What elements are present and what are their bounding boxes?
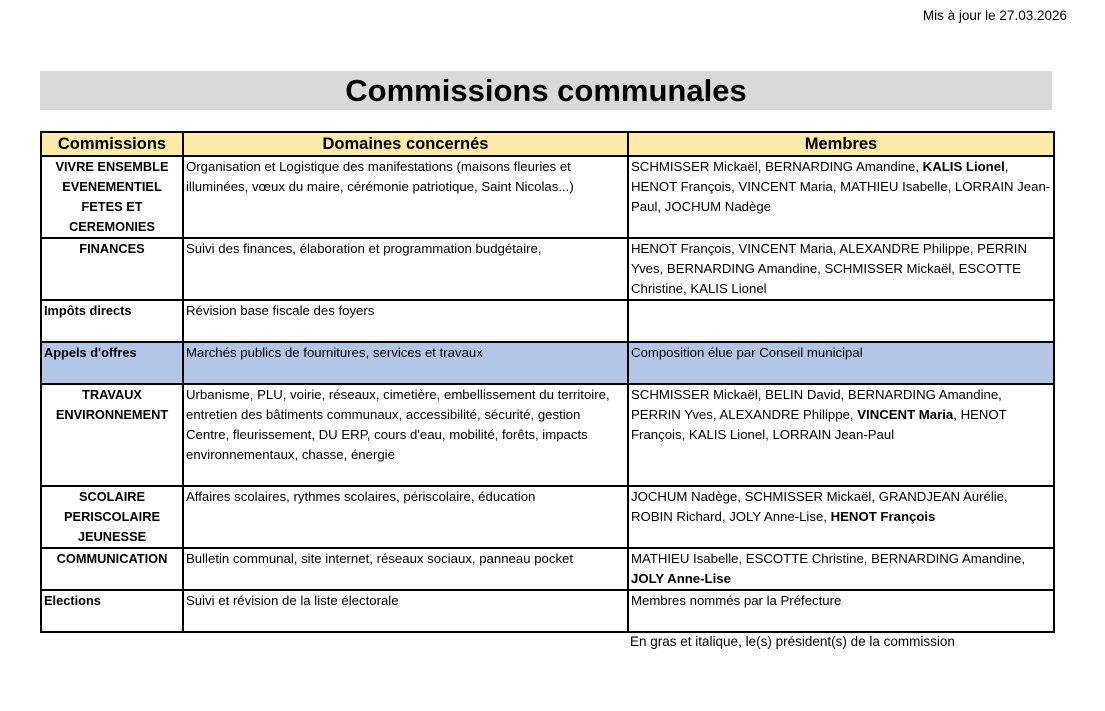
commission-name — [41, 384, 183, 486]
table-row — [41, 342, 1054, 384]
membres-cell — [628, 548, 1054, 590]
president-name: HENOT François — [830, 509, 936, 524]
membres-cell — [628, 300, 1054, 342]
domaines-cell: Organisation et Logistique des manifestations (maisons fleuries et illuminées, vœux du maire, cérémonie patriotique, Saint Nicolas...) — [183, 156, 628, 238]
domaines-cell: Urbanisme, PLU, voirie, réseaux, cimetière, embellissement du territoire, entretien des bâtiments communaux, accessibilité, sécurité, gestion Centre, fleurissement, DU ERP, cours d'eau, mobilité, forêts, impacts environnementaux, chasse, énergie — [183, 384, 628, 486]
domaines-cell: Affaires scolaires, rythmes scolaires, périscolaire, éducation — [183, 486, 628, 548]
membres-text: HENOT François, VINCENT Maria, ALEXANDRE Philippe, PERRIN Yves, BERNARDING Amandine, SCHMISSER Mickaël, ESCOTTE Christine, KALIS Lionel — [631, 241, 1027, 296]
domaines-cell: Suivi des finances, élaboration et programmation budgétaire, — [183, 238, 628, 300]
commission-name — [41, 486, 183, 548]
commission-name-line: VIVRE ENSEMBLE — [55, 159, 169, 174]
commission-name — [41, 548, 183, 590]
table-row — [41, 300, 1054, 342]
membres-cell — [628, 590, 1054, 632]
commission-name-line: PERISCOLAIRE — [64, 509, 160, 524]
commission-name-line: FINANCES — [79, 241, 145, 256]
table-row — [41, 590, 1054, 632]
table-row — [41, 548, 1054, 590]
president-name: JOLY Anne-Lise — [631, 571, 731, 586]
membres-cell — [628, 342, 1054, 384]
commission-name — [41, 590, 183, 632]
domaines-cell: Suivi et révision de la liste électorale — [183, 590, 628, 632]
commission-name-line: CEREMONIES — [68, 219, 156, 234]
commission-name-line: COMMUNICATION — [56, 551, 168, 566]
commission-name-line: FETES ET — [81, 199, 143, 214]
membres-cell — [628, 238, 1054, 300]
page-title: Commissions communales — [345, 72, 747, 108]
commissions-table — [40, 131, 1055, 633]
membres-text: MATHIEU Isabelle, ESCOTTE Christine, BERNARDING Amandine, — [631, 551, 1026, 566]
commission-name — [41, 238, 183, 300]
membres-text: SCHMISSER Mickaël, BERNARDING Amandine, — [631, 159, 923, 174]
commission-name-line: JEUNESSE — [77, 529, 147, 544]
table-row — [41, 238, 1054, 300]
president-name: VINCENT Maria — [857, 407, 954, 422]
header-domaines: Domaines concernés — [183, 132, 628, 156]
header-membres: Membres — [628, 132, 1054, 156]
commission-name — [41, 300, 183, 342]
domaines-cell: Marchés publics de fournitures, services et travaux — [183, 342, 628, 384]
title-banner — [40, 71, 1052, 110]
membres-cell — [628, 156, 1054, 238]
commission-name — [41, 342, 183, 384]
membres-cell — [628, 486, 1054, 548]
membres-text: , HENOT François, VINCENT Maria, MATHIEU Isabelle, LORRAIN Jean-Paul, JOCHUM Nadège — [631, 159, 1051, 214]
domaines-cell: Bulletin communal, site internet, réseaux sociaux, panneau pocket — [183, 548, 628, 590]
table-row — [41, 384, 1054, 486]
commission-name-line: TRAVAUX — [82, 387, 142, 402]
membres-text: JOCHUM Nadège, SCHMISSER Mickaël, GRANDJEAN Aurélie, ROBIN Richard, JOLY Anne-Lise, — [631, 489, 1008, 524]
last-updated-date: Mis à jour le 27.03.2026 — [922, 8, 1067, 23]
membres-text: Membres nommés par la Préfecture — [631, 593, 842, 608]
table-row — [41, 486, 1054, 548]
commission-name-line: ENVIRONNEMENT — [55, 407, 169, 422]
commission-name-line: EVENEMENTIEL — [62, 179, 162, 194]
table-header-row — [41, 132, 1054, 156]
commission-name-line: SCOLAIRE — [78, 489, 146, 504]
membres-text: SCHMISSER Mickaël, BELIN David, BERNARDING Amandine, PERRIN Yves, ALEXANDRE Philippe, — [631, 387, 1002, 422]
membres-text: , HENOT François, KALIS Lionel, LORRAIN Jean-Paul — [631, 407, 1007, 442]
commission-name-line: Elections — [44, 593, 101, 608]
president-name: KALIS Lionel — [922, 159, 1005, 174]
header-commissions: Commissions — [41, 132, 183, 156]
membres-text: Composition élue par Conseil municipal — [631, 345, 863, 360]
membres-cell — [628, 384, 1054, 486]
table-row — [41, 156, 1054, 238]
commission-name-line: Appels d'offres — [44, 345, 137, 360]
commission-name — [41, 156, 183, 238]
domaines-cell: Révision base fiscale des foyers — [183, 300, 628, 342]
president-legend: En gras et italique, le(s) président(s) de la commission — [630, 634, 955, 649]
commission-name-line: Impôts directs — [44, 303, 132, 318]
